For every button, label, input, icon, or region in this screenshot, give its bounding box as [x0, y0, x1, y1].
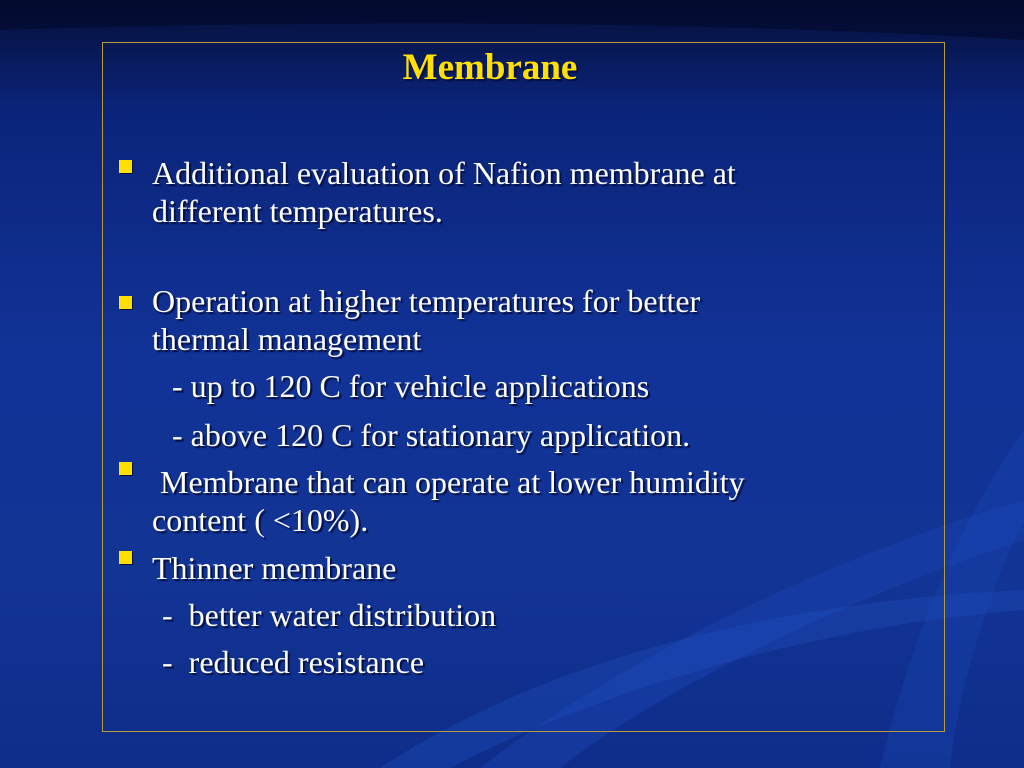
slide-title: Membrane	[402, 47, 578, 88]
bullet-text: Additional evaluation of Nafion membrane at	[152, 155, 736, 191]
bullet-text: thermal management	[152, 321, 422, 357]
sub-item-text: - better water distribution	[162, 597, 497, 633]
bullet-text: Thinner membrane	[152, 550, 397, 586]
square-bullet-icon	[119, 462, 132, 475]
bullet-text: Membrane that can operate at lower humidity	[152, 464, 745, 500]
square-bullet-icon	[119, 296, 132, 309]
sub-item-text: - up to 120 C for vehicle applications	[172, 368, 650, 404]
sub-item-text: - above 120 C for stationary application.	[172, 417, 691, 453]
square-bullet-icon	[119, 160, 132, 173]
bullet-text: different temperatures.	[152, 193, 443, 229]
bullet-text: Operation at higher temperatures for better	[152, 283, 701, 319]
square-bullet-icon	[119, 551, 132, 564]
bullet-text: content ( <10%).	[152, 502, 369, 538]
sub-item-text: - reduced resistance	[162, 644, 425, 680]
